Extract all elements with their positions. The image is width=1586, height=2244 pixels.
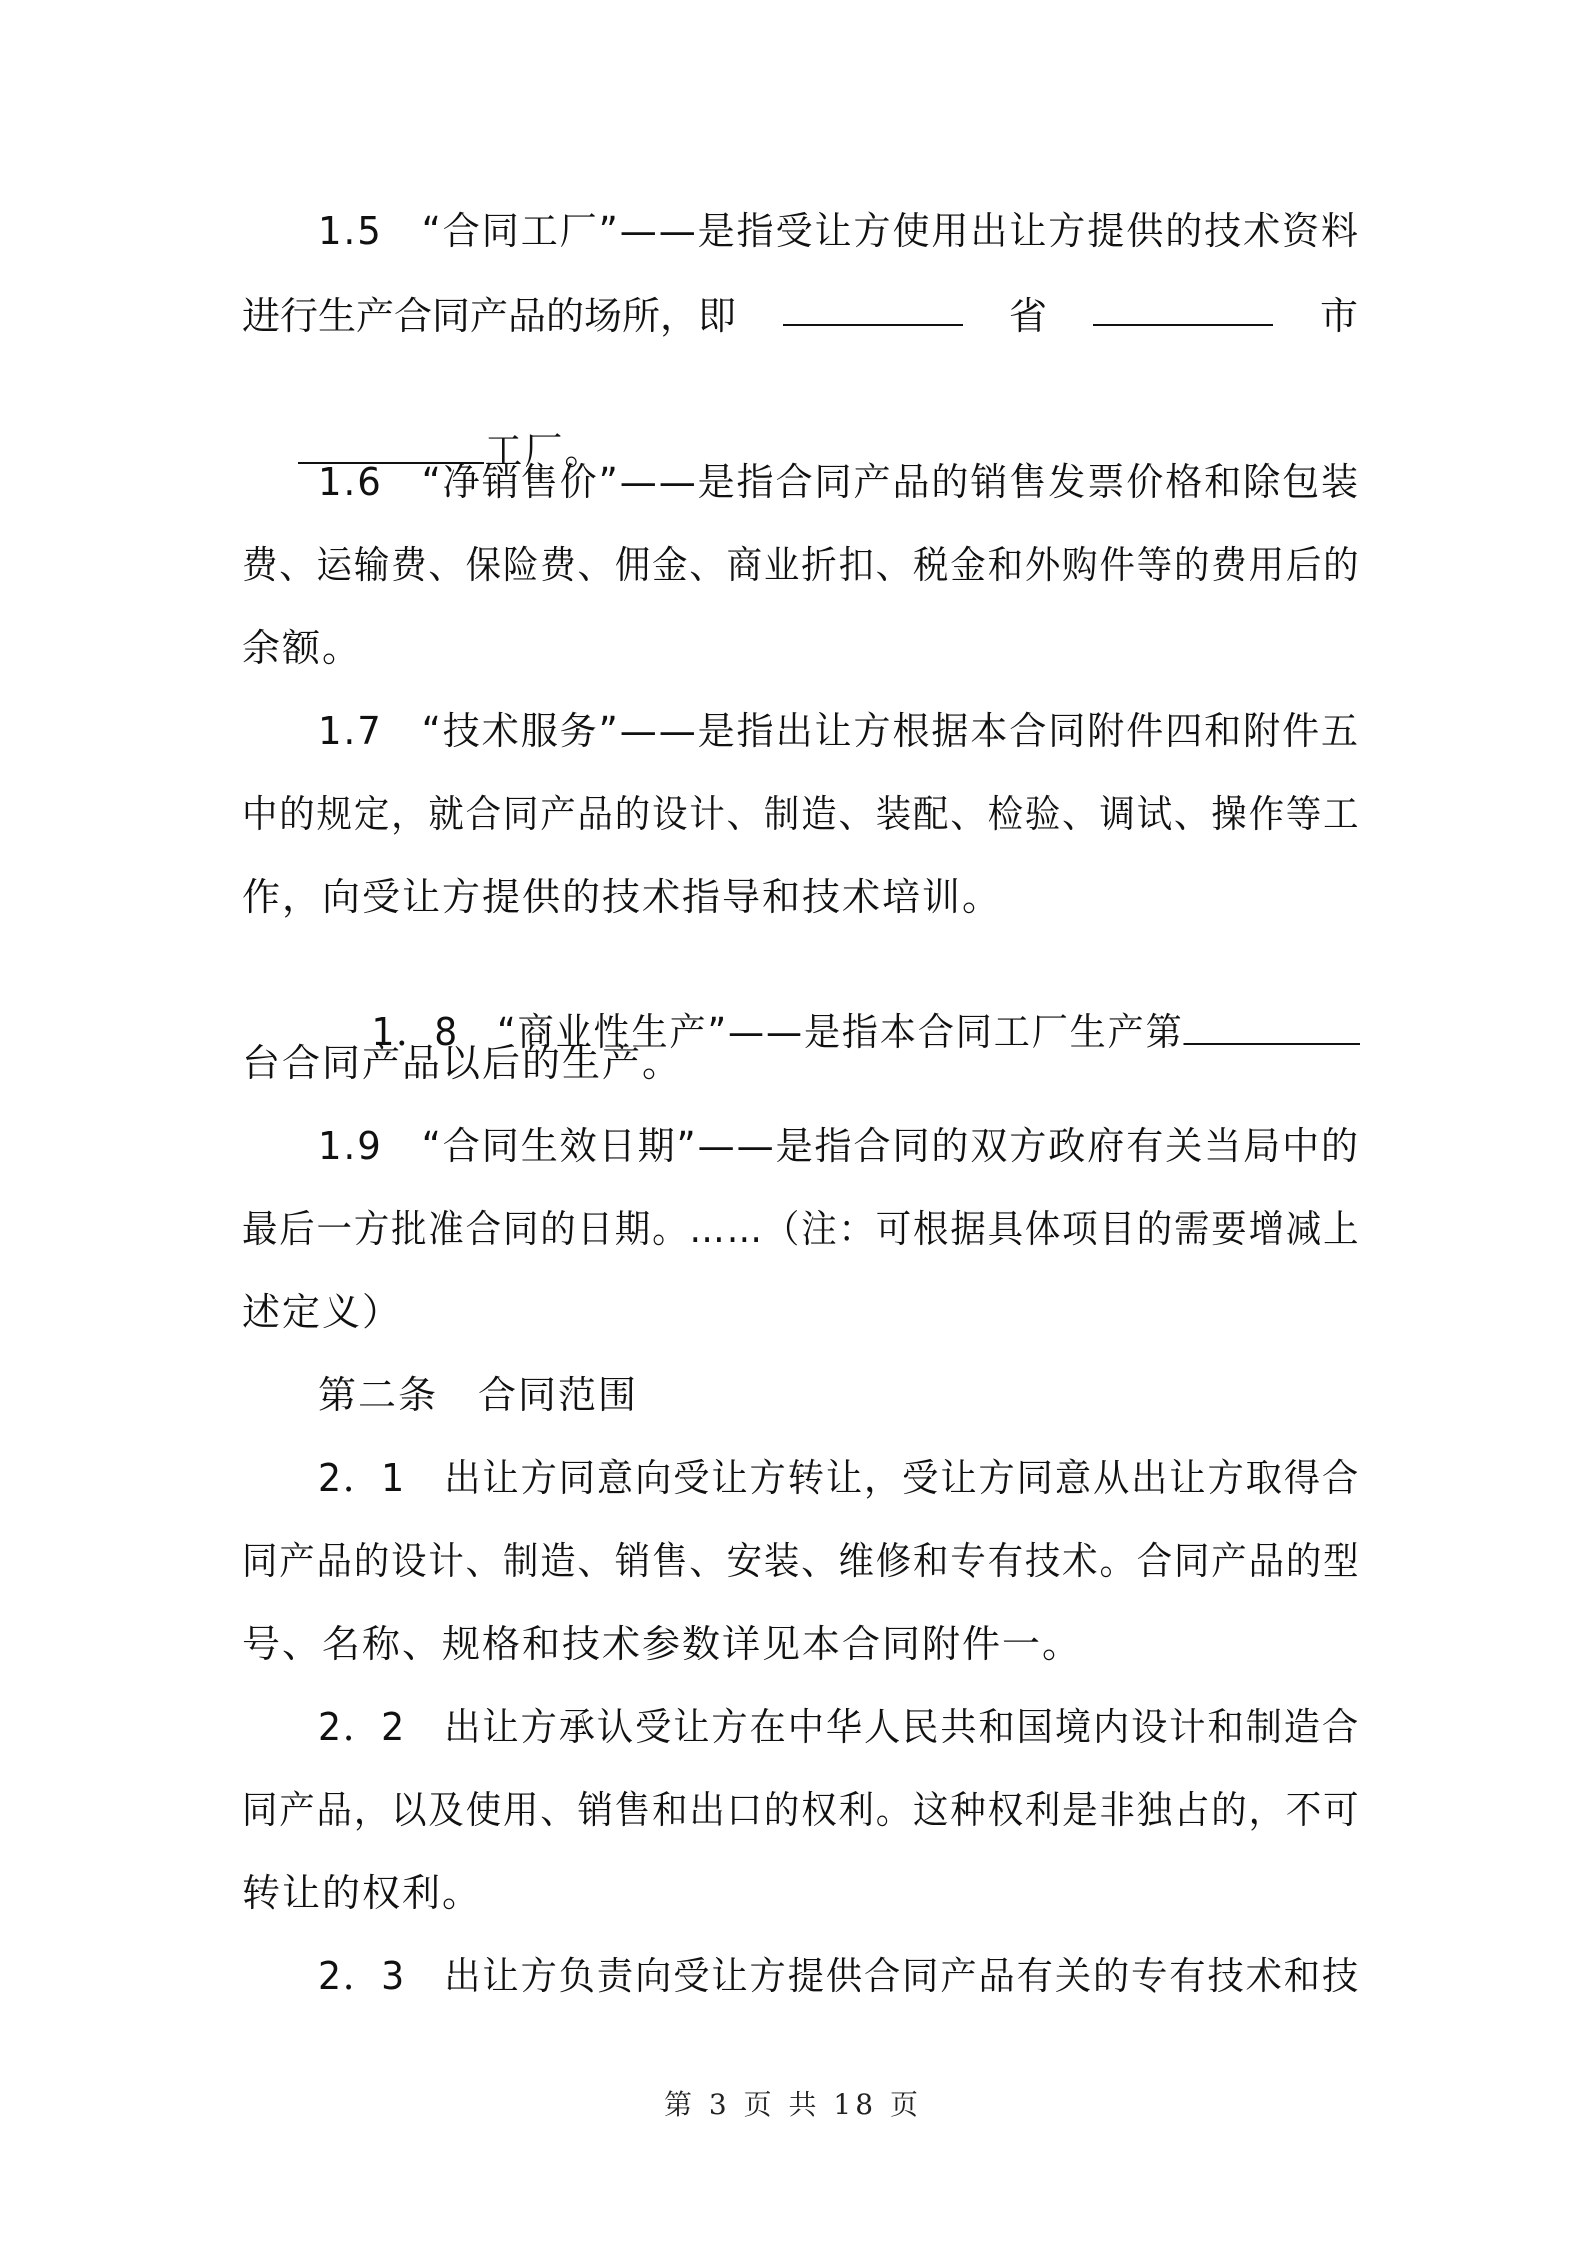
clause-1-7-line-1: 1.7 “技术服务”——是指出让方根据本合同附件四和附件五 [318, 709, 1360, 753]
clause-1-7-line-2: 中的规定，就合同产品的设计、制造、装配、检验、调试、操作等工 [242, 792, 1361, 836]
clause-1-8-text: 1．8 “商业性生产”——是指本合同工厂生产第 [371, 1010, 1184, 1054]
blank-city [1093, 290, 1273, 326]
clause-1-6-line-2: 费、运输费、保险费、佣金、商业折扣、税金和外购件等的费用后的 [242, 543, 1361, 587]
clause-2-2-line-1: 2．2 出让方承认受让方在中华人民共和国境内设计和制造合 [318, 1705, 1361, 1749]
article-2-heading: 第二条 合同范围 [318, 1373, 639, 1417]
factory-label: 工厂。 [484, 429, 605, 473]
clause-1-6-line-1: 1.6 “净销售价”——是指合同产品的销售发票价格和除包装 [318, 460, 1360, 504]
blank-unit-count [1184, 1009, 1361, 1045]
blank-province [783, 290, 963, 326]
clause-2-2-line-2: 同产品，以及使用、销售和出口的权利。这种权利是非独占的，不可 [242, 1788, 1361, 1832]
clause-2-3-line-1: 2．3 出让方负责向受让方提供合同产品有关的专有技术和技 [318, 1954, 1361, 1998]
clause-2-2-line-3: 转让的权利。 [242, 1871, 483, 1915]
city-label: 市 [1319, 294, 1358, 338]
clause-2-1-line-3: 号、名称、规格和技术参数详见本合同附件一。 [242, 1622, 1083, 1666]
clause-1-6-line-3: 余额。 [242, 626, 363, 670]
clause-1-7-line-3: 作，向受让方提供的技术指导和技术培训。 [242, 875, 1003, 919]
clause-1-9-line-3: 述定义） [242, 1290, 403, 1334]
clause-1-8-line-2: 台合同产品以后的生产。 [242, 1041, 683, 1085]
clause-2-1-line-1: 2．1 出让方同意向受让方转让，受让方同意从出让方取得合 [318, 1456, 1361, 1500]
clause-2-1-line-2: 同产品的设计、制造、销售、安装、维修和专有技术。合同产品的型 [242, 1539, 1361, 1583]
clause-1-5-line-2 [242, 290, 1358, 342]
clause-1-9-line-2: 最后一方批准合同的日期。……（注：可根据具体项目的需要增减上 [242, 1207, 1361, 1251]
clause-1-5-text: 进行生产合同产品的场所，即 [242, 294, 737, 338]
page-footer: 第 3 页 共 18 页 [664, 2088, 922, 2121]
clause-1-9-line-1: 1.9 “合同生效日期”——是指合同的双方政府有关当局中的 [318, 1124, 1360, 1168]
clause-1-5-line-1: 1.5 “合同工厂”——是指受让方使用出让方提供的技术资料 [318, 209, 1360, 253]
province-label: 省 [1008, 294, 1047, 338]
